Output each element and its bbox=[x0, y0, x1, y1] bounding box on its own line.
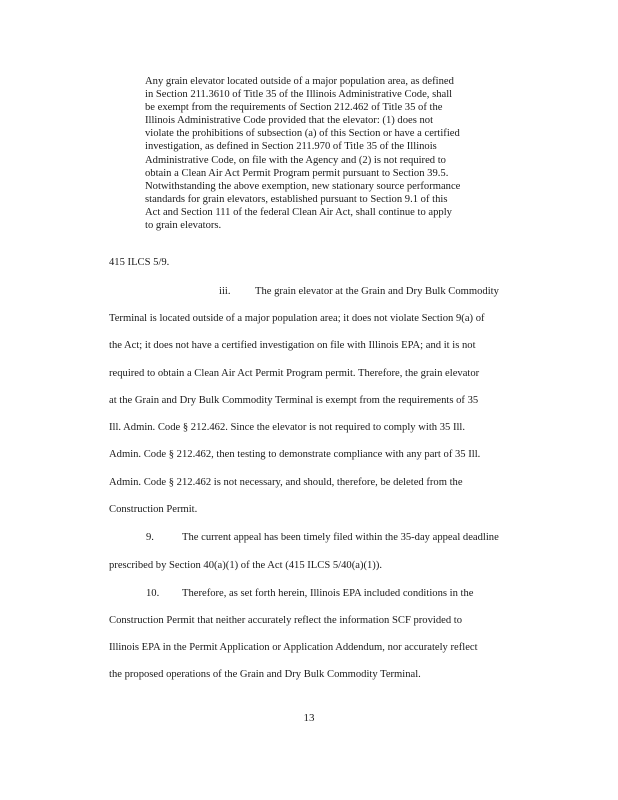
paragraph-line: Construction Permit. bbox=[109, 504, 198, 515]
quote-line: be exempt from the requirements of Section 212.462 of Title 35 of the bbox=[145, 102, 443, 114]
paragraph-line: Construction Permit that neither accurately reflect the information SCF provided to bbox=[109, 615, 463, 626]
quote-line: obtain a Clean Air Act Permit Program permit pursuant to Section 39.5. bbox=[145, 167, 449, 179]
page-number: 13 bbox=[303, 712, 315, 724]
paragraph-line: Ill. Admin. Code § 212.462. Since the elevator is not required to comply with 35 Ill. bbox=[109, 422, 466, 433]
paragraph-line: the Act; it does not have a certified investigation on file with Illinois EPA; and it is not bbox=[109, 340, 476, 351]
block-quote bbox=[145, 75, 490, 232]
paragraph-number: 10. bbox=[146, 588, 160, 599]
paragraph-number: 9. bbox=[146, 532, 154, 543]
paragraph-line: Terminal is located outside of a major population area; it does not violate Section 9(a) of bbox=[109, 313, 485, 324]
paragraph-line: Illinois EPA in the Permit Application or Application Addendum, nor accurately reflect bbox=[109, 642, 478, 653]
quote-line: Administrative Code, on file with the Agency and (2) is not required to bbox=[145, 154, 446, 166]
paragraph-line: Admin. Code § 212.462 is not necessary, and should, therefore, be deleted from the bbox=[109, 477, 463, 488]
quote-line: in Section 211.3610 of Title 35 of the Illinois Administrative Code, shall bbox=[145, 89, 453, 101]
paragraph-first-line: Therefore, as set forth herein, Illinois EPA included conditions in the bbox=[182, 588, 474, 599]
paragraph-marker: iii. bbox=[219, 286, 231, 297]
quote-line: investigation, as defined in Section 211.970 of Title 35 of the Illinois bbox=[145, 141, 437, 153]
paragraph-line: at the Grain and Dry Bulk Commodity Terminal is exempt from the requirements of 35 bbox=[109, 395, 479, 406]
paragraph-line: the proposed operations of the Grain and Dry Bulk Commodity Terminal. bbox=[109, 669, 421, 680]
quote-line: Any grain elevator located outside of a major population area, as defined bbox=[145, 76, 454, 87]
quote-line: Act and Section 111 of the federal Clean Air Act, shall continue to apply bbox=[145, 206, 452, 218]
quote-line: Notwithstanding the above exemption, new stationary source performance bbox=[145, 180, 461, 192]
quote-line: violate the prohibitions of subsection (a) of this Section or have a certified bbox=[145, 128, 460, 140]
paragraph-first-line: The grain elevator at the Grain and Dry Bulk Commodity bbox=[255, 286, 499, 297]
paragraph-line: required to obtain a Clean Air Act Permit Program permit. Therefore, the grain elevator bbox=[109, 368, 480, 379]
quote-line: Illinois Administrative Code provided that the elevator: (1) does not bbox=[145, 115, 434, 127]
quote-line: standards for grain elevators, established pursuant to Section 9.1 of this bbox=[145, 193, 448, 205]
quote-line: to grain elevators. bbox=[145, 220, 222, 232]
paragraph-line: Admin. Code § 212.462, then testing to demonstrate compliance with any part of 35 Ill. bbox=[109, 449, 481, 460]
paragraph-first-line: The current appeal has been timely filed within the 35-day appeal deadline bbox=[182, 532, 499, 543]
paragraph-line: prescribed by Section 40(a)(1) of the Act (415 ILCS 5/40(a)(1)). bbox=[109, 560, 383, 571]
statute-citation: 415 ILCS 5/9. bbox=[109, 257, 170, 268]
